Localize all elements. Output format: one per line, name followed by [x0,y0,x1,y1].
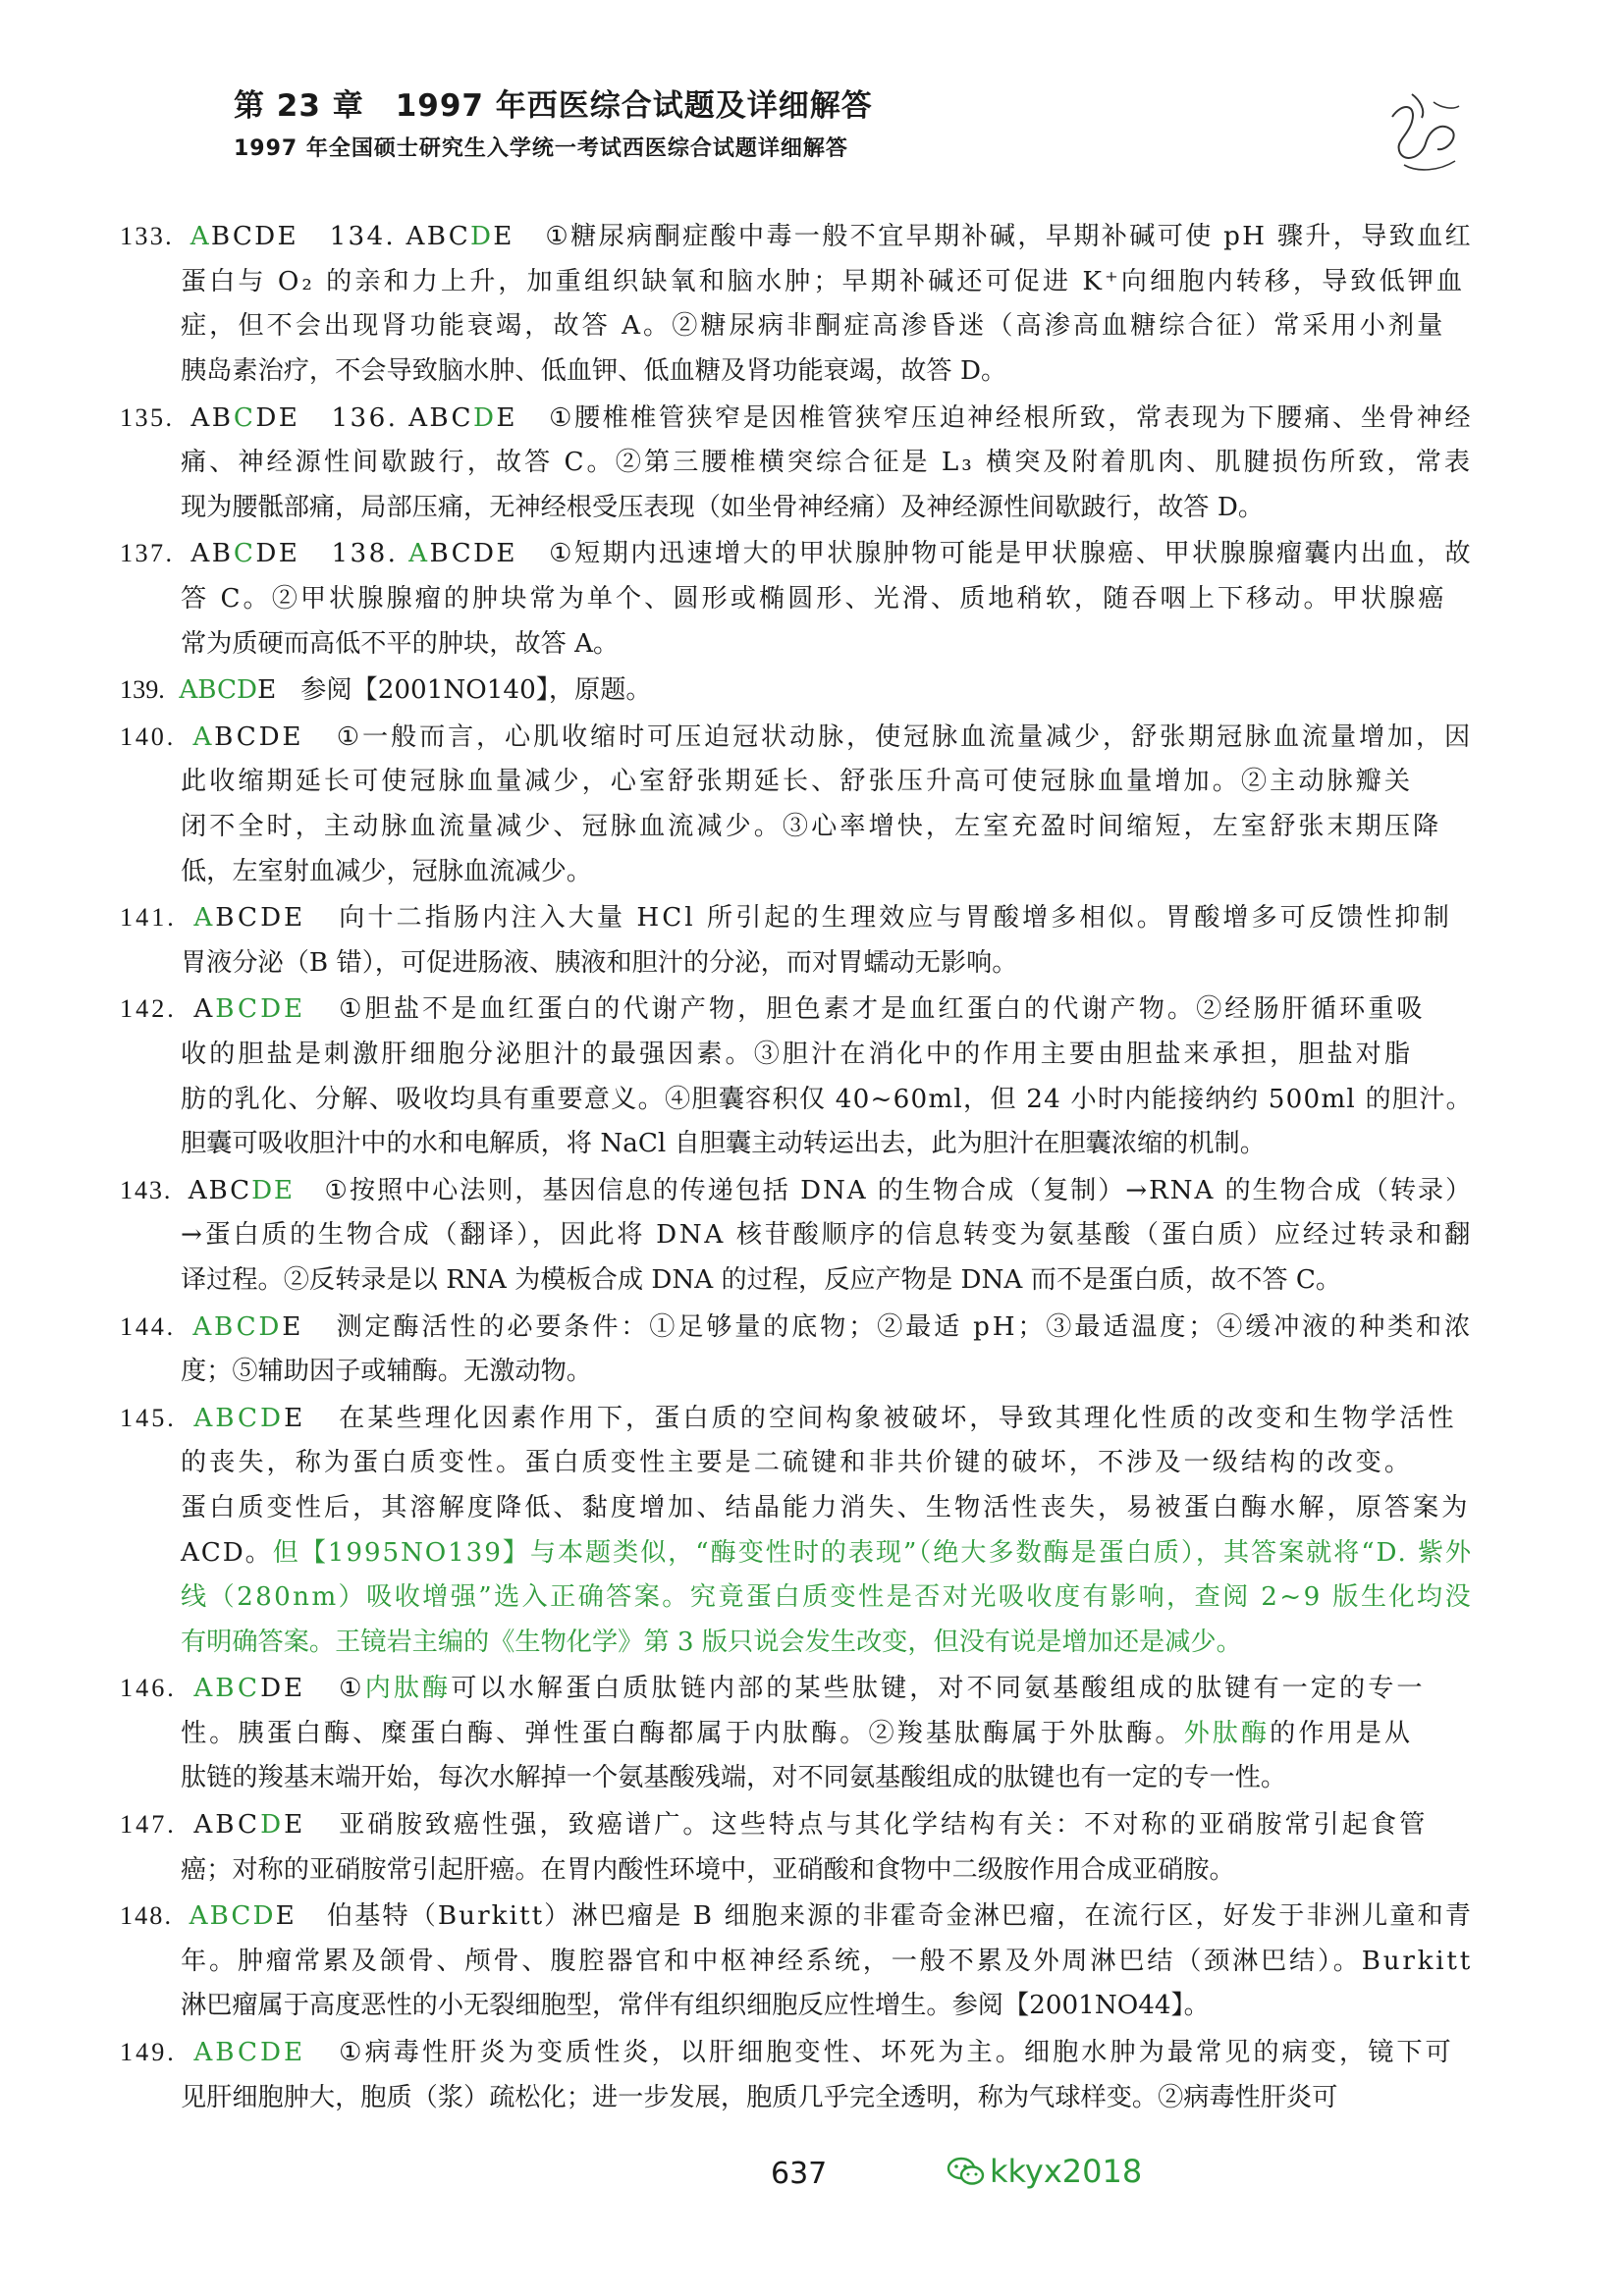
highlighted-text: ABCD [193,1403,285,1433]
answer-first-line [120,1664,1473,1709]
highlighted-text: ABC [193,1674,261,1704]
answer-text-line [120,757,1473,802]
highlighted-text: DE [251,1175,295,1205]
question-number: 137. [120,539,184,568]
answer-entry [120,666,1473,711]
answer-text: DE [255,539,300,569]
answer-entry [120,1892,1473,2026]
answer-text-line [120,483,1473,528]
question-number: 145. [120,1403,187,1432]
answer-text: 蛋白质变性后，其溶解度降低、黏度增加、结晶能力消失、生物活性丧失，易被蛋白酶水解，原答案为 [181,1492,1471,1522]
question-number: 140. [120,721,186,751]
highlighted-text: 有明确答案。王镜岩主编的《生物化学》第 3 版只说会发生改变，但没有说是增加还是减少。 [181,1627,1242,1657]
answer-text-line [120,1844,1473,1890]
answer-text: 现为腰骶部痛，局部压痛，无神经根受压表现（如坐骨神经痛）及神经源性间歇跛行，故答 D。 [181,492,1265,522]
answer-text-line [120,1210,1473,1255]
answer-first-line [120,393,1473,438]
question-number: 148. [120,1901,182,1931]
answer-text: ①胆盐不是血红蛋白的代谢产物，胆色素才是血红蛋白的代谢产物。②经肠肝循环重吸 [305,994,1426,1025]
highlighted-text: C [233,402,256,433]
answer-text: 胰岛素治疗，不会导致脑水肿、低血钾、低血糖及肾功能衰竭，故答 D。 [181,356,1007,387]
answer-text: 痛、神经源性间歇跛行，故答 C。②第三腰椎横突综合征是 L₃ 横突及附着肌肉、肌腱损伤所致，常表 [181,448,1473,478]
highlighted-text: BCDE [215,994,306,1025]
answer-entry [120,985,1473,1163]
answer-text: 胃液分泌（B 错），可促进肠液、胰液和胆汁的分泌，而对胃蠕动无影响。 [181,947,1018,978]
highlighted-text: D [260,1810,285,1841]
question-number: 144. [120,1311,186,1341]
answer-first-line [120,666,1473,711]
answer-text: ACD。 [181,1537,273,1568]
answer-text: DE [255,402,300,433]
answer-text: 性。胰蛋白酶、糜蛋白酶、弹性蛋白酶都属于内肽酶。②羧基肽酶属于外肽酶。 [181,1718,1184,1748]
answer-text: 低，左室射血减少，冠脉血流减少。 [181,856,592,886]
answer-text: 答 C。②甲状腺腺瘤的肿块常为单个、圆形或椭圆形、光滑、质地稍软，随吞咽上下移动。甲状腺癌 [181,584,1447,614]
question-number: 143. [120,1175,181,1204]
answer-first-line [120,529,1473,574]
question-number: 141. [120,903,187,933]
answer-text: 在某些理化因素作用下，蛋白质的空间构象被破坏，导致其理化性质的改变和生物学活性 [305,1403,1457,1433]
highlighted-text: A [408,539,430,569]
answer-text: ①短期内迅速增大的甲状腺肿物可能是甲状腺癌、甲状腺腺瘤囊内出血，故 [516,539,1473,569]
answer-first-line [120,212,1473,257]
answer-text-line [120,802,1473,847]
answer-text-line [120,1709,1473,1754]
answer-list [120,212,1473,2119]
watermark [947,2153,1142,2190]
answer-text: 136. ABC [299,402,473,433]
answer-text: 年。肿瘤常累及颌骨、颅骨、腹腔器官和中枢神经系统，一般不累及外周淋巴结（颈淋巴结）。Burkitt [181,1946,1473,1976]
answer-text: BCDE [215,903,306,934]
answer-text-line [120,1753,1473,1798]
answer-text: ①一般而言，心肌收缩时可压迫冠状动脉，使冠脉血流量减少，舒张期冠脉血流量增加，因 [303,721,1473,752]
answer-text: E [284,1403,306,1433]
answer-text: E [493,222,514,252]
answer-text: 伯基特（Burkitt）淋巴瘤是 B 细胞来源的非霍奇金淋巴瘤，在流行区，好发于非洲儿童和青 [296,1901,1473,1932]
answer-text: ①病毒性肝炎为变质性炎，以肝细胞变性、坏死为主。细胞水肿为最常见的病变，镜下可 [305,2038,1454,2068]
answer-entry [120,1664,1473,1798]
highlighted-text: 外肽酶 [1183,1718,1271,1748]
highlighted-text: 线（280nm）吸收增强”选入正确答案。究竟蛋白质变性是否对光吸收度有影响，查阅 2~9 版生化均没 [181,1582,1473,1613]
answer-text-line [120,1347,1473,1392]
answer-entry [120,1393,1473,1662]
answer-text: 癌；对称的亚硝胺常引起肝癌。在胃内酸性环境中，亚硝酸和食物中二级胺作用合成亚硝胺。 [181,1854,1235,1885]
answer-first-line [120,1892,1473,1937]
answer-text: 蛋白与 O₂ 的亲和力上升，加重组织缺氧和脑水肿；早期补碱还可促进 K⁺向细胞内转移，导致低钾血 [181,266,1466,296]
answer-text-line [120,1074,1473,1119]
answer-entry [120,1800,1473,1890]
answer-text: BCDE [429,539,517,569]
highlighted-text: C [233,539,256,569]
answer-text: ABC [193,1810,261,1841]
answer-text-line [120,257,1473,302]
highlighted-text: A [189,222,211,252]
answer-first-line [120,1800,1473,1845]
answer-text-line [120,1119,1473,1164]
highlighted-text: A [193,903,216,934]
highlighted-text: 内肽酶 [364,1674,452,1704]
answer-entry [120,1165,1473,1300]
answer-first-line [120,1165,1473,1210]
answer-text: E [275,1901,297,1932]
answer-text-line [120,1527,1473,1573]
answer-entry [120,1302,1473,1391]
answer-text: 见肝细胞肿大，胞质（浆）疏松化；进一步发展，胞质几乎完全透明，称为气球样变。②病毒性肝炎可 [181,2082,1338,2112]
answer-entry [120,529,1473,664]
answer-text: 的丧失，称为蛋白质变性。蛋白质变性主要是二硫键和非共价键的破坏，不涉及一级结构的改变。 [181,1448,1414,1478]
answer-first-line [120,1302,1473,1347]
answer-entry [120,893,1473,983]
answer-first-line [120,893,1473,938]
answer-text-line [120,938,1473,984]
answer-text: E [282,1311,304,1342]
answer-text: 肽链的羧基末端开始，每次水解掉一个氨基酸残端，对不同氨基酸组成的肽键也有一定的专一性。 [181,1763,1287,1793]
answer-text: 测定酶活性的必要条件：①足够量的底物；②最适 pH；③最适温度；④缓冲液的种类和浓 [303,1311,1473,1342]
answer-text: 肪的乳化、分解、吸收均具有重要意义。④胆囊容积仅 40~60ml，但 24 小时内能接纳约 500ml 的胆汁。 [181,1084,1473,1114]
answer-text-line [120,1483,1473,1528]
answer-text-line [120,1255,1473,1301]
answer-text-line [120,347,1473,392]
question-number: 133. [120,222,183,251]
answer-text: 症，但不会出现肾功能衰竭，故答 A。②糖尿病非酮症高渗昏迷（高渗高血糖综合征）常采用小剂量 [181,311,1446,342]
question-number: 135. [120,402,184,432]
scribble-logo-icon [1382,82,1467,181]
page-subtitle: 1997 年全国硕士研究生入学统一考试西医综合试题详细解答 [234,136,848,161]
answer-text: 亚硝胺致癌性强，致癌谱广。这些特点与其化学结构有关：不对称的亚硝胺常引起食管 [305,1810,1429,1841]
answer-text: 闭不全时，主动脉血流量减少、冠脉血流减少。③心率增快，左室充盈时间缩短，左室舒张末期压降 [181,812,1442,842]
answer-text: 参阅【2001NO140】，原题。 [276,675,652,706]
answer-text: ABC [188,1175,252,1205]
answer-text-line [120,438,1473,483]
answer-first-line [120,985,1473,1030]
answer-text: 收的胆盐是刺激肝细胞分泌胆汁的最强因素。③胆汁在消化中的作用主要由胆盐来承担，胆盐对脂 [181,1039,1414,1069]
answer-text-line [120,1573,1473,1618]
answer-text: ①按照中心法则，基因信息的传递包括 DNA 的生物合成（复制）→RNA 的生物合成（转录） [294,1175,1473,1205]
answer-text-line [120,1981,1473,2026]
answer-text: 向十二指肠内注入大量 HCl 所引起的生理效应与胃酸增多相似。胃酸增多可反馈性抑制 [305,903,1452,934]
question-number: 142. [120,994,187,1024]
answer-text: ①糖尿病酮症酸中毒一般不宜早期补碱，早期补碱可使 pH 骤升，导致血红 [514,222,1473,252]
highlighted-text: ABCDE [193,2038,306,2068]
watermark-text: kkyx2018 [990,2153,1143,2190]
answer-text: A [193,994,216,1025]
answer-text-line [120,1438,1473,1483]
answer-text: BCDE [214,721,304,752]
highlighted-text: A [192,721,215,752]
answer-first-line [120,713,1473,758]
answer-text: 138. [299,539,409,569]
answer-first-line [120,1393,1473,1438]
answer-text: ①腰椎椎管狭窄是因椎管狭窄压迫神经根所致，常表现为下腰痛、坐骨神经 [516,402,1473,433]
answer-text: 可以水解蛋白质肽链内部的某些肽键，对不同氨基酸组成的肽键有一定的专一 [451,1674,1426,1704]
chapter-title: 第 23 章 1997 年西医综合试题及详细解答 [234,88,873,124]
answer-text: AB [190,402,234,433]
answer-text-line [120,1617,1473,1662]
answer-entry [120,212,1473,391]
answer-text: 常为质硬而高低不平的肿块，故答 A。 [181,628,620,659]
answer-text: 淋巴瘤属于高度恶性的小无裂细胞型，常伴有组织细胞反应性增生。参阅【2001NO44】。 [181,1991,1210,2021]
highlighted-text: ABCD [179,675,258,706]
highlighted-text: 但【1995NO139】与本题类似，“酶变性时的表现”（绝大多数酶是蛋白质），其答案就将“D. 紫外 [272,1537,1473,1568]
answer-text-line [120,574,1473,619]
answer-text: 胆囊可吸收胆汁中的水和电解质，将 NaCl 自胆囊主动转运出去，此为胆汁在胆囊浓缩的机制。 [181,1129,1266,1159]
question-number: 139. [120,675,172,705]
answer-text: E [257,675,277,706]
answer-text-line [120,1937,1473,1982]
answer-text-line [120,1030,1473,1075]
answer-text-line [120,2072,1473,2117]
question-number: 147. [120,1810,187,1840]
answer-text: 的作用是从 [1270,1718,1414,1748]
answer-text: 134. ABC [298,222,471,252]
answer-entry [120,393,1473,527]
page-number: 637 [771,2157,828,2191]
answer-text: BCDE [210,222,298,252]
answer-text-line [120,846,1473,891]
question-number: 149. [120,2038,187,2067]
wechat-icon [947,2156,986,2187]
question-number: 146. [120,1674,187,1703]
answer-text: 度；⑤辅助因子或辅酶。无激动物。 [181,1357,592,1387]
answer-text: 译过程。②反转录是以 RNA 为模板合成 DNA 的过程，反应产物是 DNA 而不是蛋白质，故不答 C。 [181,1264,1342,1295]
answer-first-line [120,2028,1473,2073]
answer-text-line [120,301,1473,347]
highlighted-text: ABCD [192,1311,283,1342]
answer-text: ① [305,1674,365,1704]
answer-text: E [496,402,517,433]
answer-text: AB [190,539,234,569]
highlighted-text: ABCD [189,1901,276,1932]
answer-text: 此收缩期延长可使冠脉血量减少，心室舒张期延长、舒张压升高可使冠脉血量增加。②主动脉瓣关 [181,767,1414,797]
answer-text: E [284,1810,306,1841]
answer-text-line [120,618,1473,664]
answer-entry [120,2028,1473,2117]
highlighted-text: D [473,402,497,433]
answer-text: DE [260,1674,306,1704]
highlighted-text: D [470,222,494,252]
answer-text: →蛋白质的生物合成（翻译），因此将 DNA 核苷酸顺序的信息转变为氨基酸（蛋白质）应经过转录和翻 [181,1220,1473,1251]
answer-entry [120,713,1473,891]
